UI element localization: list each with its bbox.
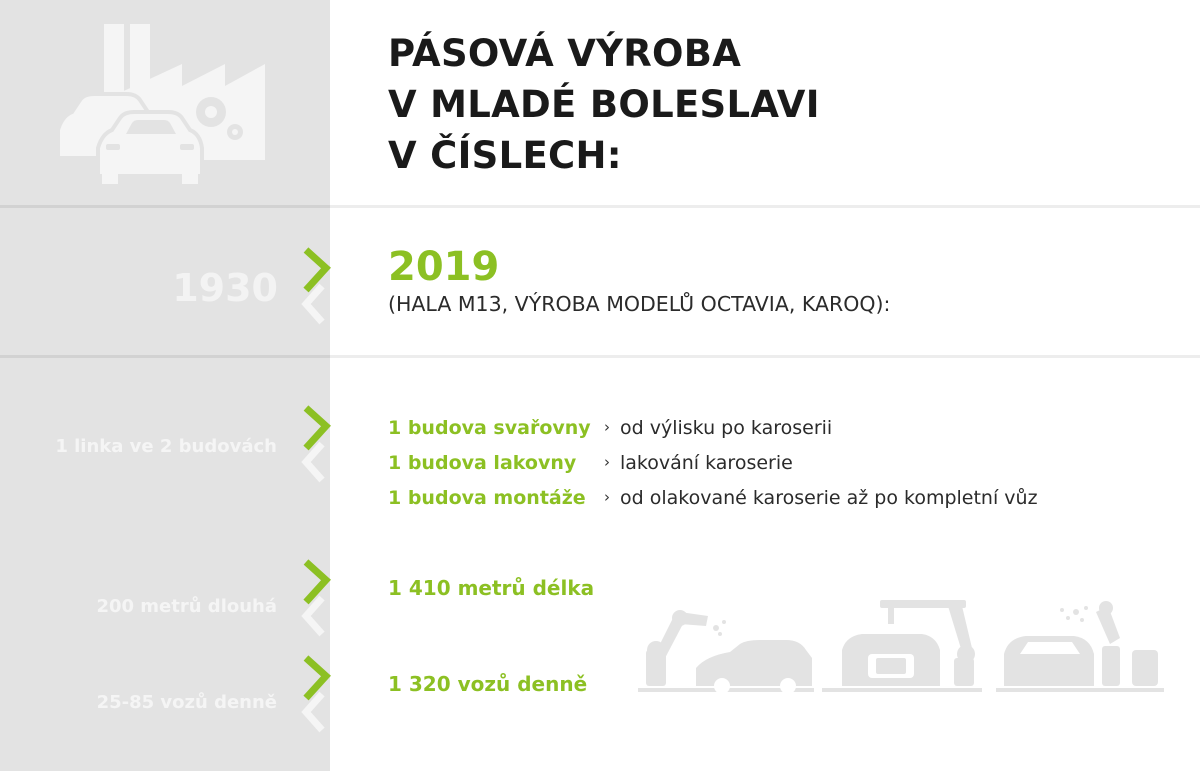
building-arrow-icon: › (604, 418, 610, 436)
building-arrow-icon: › (604, 453, 610, 471)
building-description: od olakované karoserie až po kompletní vůz (620, 487, 1038, 509)
divider-top-left (0, 205, 330, 208)
lines-then: 1 linka ve 2 budovách (55, 436, 277, 457)
painting-robot-icon (996, 601, 1164, 692)
building-arrow-icon: › (604, 488, 610, 506)
title-line-3: V ČÍSLECH: (388, 134, 622, 177)
engine-assembly-robot-icon (822, 600, 982, 692)
building-name: 1 budova lakovny (388, 452, 577, 474)
building-name: 1 budova montáže (388, 487, 586, 509)
output-then: 25-85 vozů denně (96, 692, 277, 713)
building-description: lakování karoserie (620, 452, 793, 474)
chevron-right-icon (300, 246, 360, 326)
building-name: 1 budova svařovny (388, 417, 591, 439)
year-now-subtitle: (HALA M13, VÝROBA MODELŮ OCTAVIA, KAROQ): (388, 292, 891, 316)
welding-robot-icon (638, 610, 814, 694)
title-line-2: V MLADÉ BOLESLAVI (388, 83, 820, 126)
output-now: 1 320 vozů denně (388, 672, 588, 696)
factory-cars-icon (50, 20, 275, 190)
chevron-right-icon (300, 558, 360, 638)
robots-illustration (636, 598, 1176, 703)
chevron-right-icon (300, 404, 360, 484)
divider-middle-left (0, 355, 330, 358)
title-line-1: PÁSOVÁ VÝROBA (388, 32, 742, 75)
page-title (388, 28, 820, 181)
year-now: 2019 (388, 244, 500, 290)
year-then: 1930 (172, 266, 278, 310)
length-now: 1 410 metrů délka (388, 576, 595, 600)
chevron-right-icon (300, 654, 360, 734)
building-description: od výlisku po karoserii (620, 417, 833, 439)
length-then: 200 metrů dlouhá (96, 596, 277, 617)
